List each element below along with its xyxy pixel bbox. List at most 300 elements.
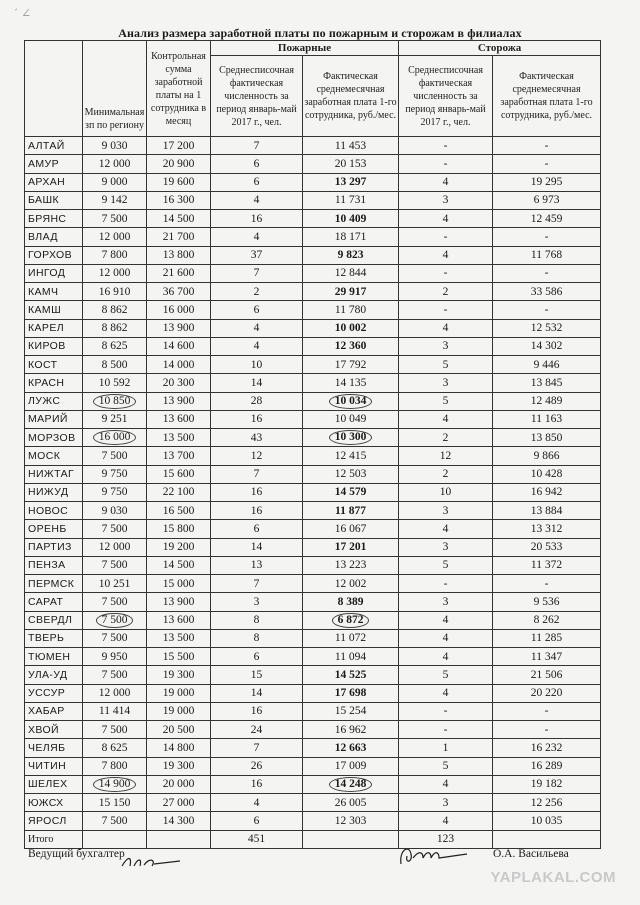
fire-headcount-cell (211, 374, 303, 392)
fire-salary-cell (303, 611, 399, 629)
guard-headcount-cell (399, 702, 493, 720)
control-sum-cell (147, 502, 211, 520)
fire-salary-cell (303, 392, 399, 410)
min-wage-cell-value: 9 251 (101, 413, 128, 426)
guard-salary-cell-value: 11 372 (530, 559, 563, 572)
control-sum-cell-value: 14 800 (162, 741, 195, 754)
branch-name-cell (25, 392, 83, 410)
fire-headcount-cell (211, 137, 303, 155)
guard-headcount-cell-value: 4 (442, 687, 449, 700)
guard-headcount-cell (399, 283, 493, 301)
guard-headcount-cell-value: - (443, 267, 448, 280)
branch-name-cell (25, 374, 83, 392)
branch-name-cell-value: КИРОВ (28, 340, 66, 353)
fire-salary-cell-value: 8 389 (337, 595, 364, 608)
control-sum-cell (147, 264, 211, 282)
totals-row (25, 830, 601, 848)
fire-headcount-cell-value: 16 (250, 413, 263, 426)
guard-headcount-cell-value: 3 (442, 194, 449, 207)
branch-name-cell-value: ГОРХОВ (28, 249, 73, 262)
min-wage-cell (83, 666, 147, 684)
branch-name-cell (25, 228, 83, 246)
guard-headcount-cell (399, 410, 493, 428)
branch-name-cell (25, 319, 83, 337)
fire-salary-cell-value: 16 962 (334, 723, 367, 736)
min-wage-cell (83, 502, 147, 520)
fire-salary-cell (303, 228, 399, 246)
control-sum-cell (147, 356, 211, 374)
totals-guard-headcount: 123 (399, 830, 493, 848)
fire-headcount-cell (211, 502, 303, 520)
scan-corner-mark: ˊ ∠ (14, 6, 32, 20)
fire-headcount-cell (211, 648, 303, 666)
table-row (25, 556, 601, 574)
guard-headcount-cell (399, 137, 493, 155)
fire-salary-cell-value: 11 731 (334, 194, 367, 207)
fire-headcount-cell-value: 14 (250, 541, 263, 554)
min-wage-cell-value: 12 000 (98, 687, 131, 700)
header-group-guard: Сторожа (399, 41, 601, 56)
guard-salary-cell (493, 629, 601, 647)
fire-salary-cell-value: 12 503 (334, 468, 367, 481)
guard-salary-cell (493, 465, 601, 483)
branch-name-cell-value: АМУР (28, 157, 60, 170)
branch-name-cell-value: УЛА-УД (28, 668, 68, 681)
control-sum-cell (147, 593, 211, 611)
fire-headcount-cell (211, 319, 303, 337)
min-wage-cell-value: 9 750 (101, 468, 128, 481)
branch-name-cell-value: ЧЕЛЯБ (28, 741, 66, 754)
table-row (25, 356, 601, 374)
control-sum-cell-value: 20 000 (162, 778, 195, 791)
fire-headcount-cell (211, 520, 303, 538)
guard-salary-cell-value: - (544, 230, 549, 243)
fire-salary-cell (303, 757, 399, 775)
fire-headcount-cell (211, 337, 303, 355)
control-sum-cell (147, 648, 211, 666)
fire-salary-cell-value: 12 002 (334, 577, 367, 590)
branch-name-cell (25, 210, 83, 228)
fire-headcount-cell-value: 8 (253, 614, 260, 627)
min-wage-cell (83, 794, 147, 812)
min-wage-cell-value: 9 950 (101, 650, 128, 663)
guard-headcount-cell-value: 3 (442, 340, 449, 353)
fire-headcount-cell-value: 7 (253, 267, 260, 280)
fire-headcount-cell-value: 26 (250, 760, 263, 773)
guard-headcount-cell-value: - (443, 303, 448, 316)
min-wage-cell-value: 9 750 (101, 486, 128, 499)
guard-salary-cell (493, 702, 601, 720)
branch-name-cell (25, 666, 83, 684)
control-sum-cell (147, 611, 211, 629)
guard-salary-cell (493, 611, 601, 629)
guard-headcount-cell (399, 575, 493, 593)
min-wage-cell-value: 10 592 (98, 376, 131, 389)
fire-salary-cell-value: 17 792 (334, 358, 367, 371)
guard-headcount-cell-value: - (443, 723, 448, 736)
fire-salary-cell-value: 10 409 (334, 212, 367, 225)
control-sum-cell (147, 210, 211, 228)
header-branch (25, 41, 83, 137)
fire-salary-cell (303, 702, 399, 720)
salary-table (24, 40, 601, 849)
guard-salary-cell-value: - (544, 705, 549, 718)
fire-salary-cell (303, 283, 399, 301)
guard-headcount-cell (399, 812, 493, 830)
branch-name-cell-value: ШЕЛЕХ (28, 778, 68, 791)
branch-name-cell (25, 429, 83, 447)
guard-headcount-cell (399, 648, 493, 666)
min-wage-cell (83, 246, 147, 264)
min-wage-cell (83, 447, 147, 465)
table-row (25, 794, 601, 812)
fire-salary-cell (303, 264, 399, 282)
branch-name-cell (25, 283, 83, 301)
guard-headcount-cell-value: 10 (439, 486, 452, 499)
min-wage-cell (83, 264, 147, 282)
min-wage-cell (83, 556, 147, 574)
control-sum-cell-value: 14 600 (162, 340, 195, 353)
guard-salary-cell-value: 6 973 (533, 194, 560, 207)
totals-label: Итого (25, 830, 83, 848)
guard-salary-cell-value: 21 506 (530, 668, 563, 681)
guard-salary-cell (493, 173, 601, 191)
guard-salary-cell (493, 538, 601, 556)
fire-salary-cell (303, 173, 399, 191)
min-wage-cell-value: 7 500 (101, 668, 128, 681)
min-wage-cell-value: 9 000 (101, 176, 128, 189)
min-wage-cell-value: 8 625 (101, 741, 128, 754)
fire-salary-cell-value: 12 844 (334, 267, 367, 280)
guard-headcount-cell (399, 684, 493, 702)
control-sum-cell (147, 374, 211, 392)
guard-salary-cell-value: 13 312 (530, 522, 563, 535)
table-row (25, 520, 601, 538)
guard-salary-cell-value: - (544, 157, 549, 170)
fire-salary-cell (303, 374, 399, 392)
branch-name-cell-value: ОРЕНБ (28, 522, 67, 535)
fire-salary-cell (303, 812, 399, 830)
control-sum-cell (147, 246, 211, 264)
control-sum-cell (147, 757, 211, 775)
guard-headcount-cell-value: 3 (442, 504, 449, 517)
fire-headcount-cell (211, 629, 303, 647)
fire-headcount-cell-value: 16 (250, 705, 263, 718)
guard-salary-cell (493, 520, 601, 538)
guard-headcount-cell (399, 483, 493, 501)
guard-salary-cell-value: 33 586 (530, 285, 563, 298)
fire-headcount-cell (211, 392, 303, 410)
fire-salary-cell (303, 191, 399, 209)
table-row (25, 246, 601, 264)
control-sum-cell-value: 20 300 (162, 376, 195, 389)
header-control-sum: Контрольная сумма заработной платы на 1 сотрудника в месяц (147, 41, 211, 137)
control-sum-cell (147, 702, 211, 720)
min-wage-cell (83, 191, 147, 209)
guard-headcount-cell-value: 5 (442, 395, 449, 408)
guard-salary-cell (493, 447, 601, 465)
min-wage-cell-value: 8 862 (101, 303, 128, 316)
min-wage-cell-value: 9 142 (101, 194, 128, 207)
fire-headcount-cell-value: 16 (250, 778, 263, 791)
fire-salary-cell (303, 465, 399, 483)
control-sum-cell-value: 15 800 (162, 522, 195, 535)
fire-salary-cell (303, 429, 399, 447)
control-sum-cell-value: 13 500 (162, 632, 195, 645)
guard-headcount-cell (399, 191, 493, 209)
fire-salary-cell (303, 246, 399, 264)
fire-salary-cell (303, 721, 399, 739)
fire-headcount-cell (211, 812, 303, 830)
fire-headcount-cell-value: 13 (250, 559, 263, 572)
guard-headcount-cell-value: 3 (442, 376, 449, 389)
fire-headcount-cell (211, 702, 303, 720)
fire-headcount-cell (211, 356, 303, 374)
guard-salary-cell (493, 228, 601, 246)
min-wage-cell (83, 684, 147, 702)
branch-name-cell-value: БАШК (28, 194, 60, 207)
min-wage-cell-value: 10 850 (93, 394, 137, 409)
fire-headcount-cell-value: 6 (253, 814, 260, 827)
fire-salary-cell (303, 794, 399, 812)
header-guard-salary: Фактическая среднемесячная заработная плата 1-го сотрудника, руб./мес. (493, 56, 601, 137)
guard-salary-cell (493, 319, 601, 337)
branch-name-cell-value: СВЕРДЛ (28, 614, 73, 627)
fire-salary-cell (303, 739, 399, 757)
guard-headcount-cell-value: 3 (442, 541, 449, 554)
min-wage-cell-value: 8 625 (101, 340, 128, 353)
control-sum-cell-value: 21 700 (162, 230, 195, 243)
fire-salary-cell-value: 9 823 (337, 249, 364, 262)
fire-headcount-cell (211, 593, 303, 611)
guard-headcount-cell (399, 721, 493, 739)
fire-salary-cell-value: 12 303 (334, 814, 367, 827)
guard-salary-cell (493, 684, 601, 702)
fire-salary-cell (303, 538, 399, 556)
fire-headcount-cell (211, 794, 303, 812)
fire-salary-cell (303, 410, 399, 428)
branch-name-cell-value: ХВОЙ (28, 723, 59, 736)
min-wage-cell-value: 11 414 (98, 705, 131, 718)
control-sum-cell-value: 14 500 (162, 212, 195, 225)
control-sum-cell-value: 13 800 (162, 249, 195, 262)
branch-name-cell (25, 246, 83, 264)
table-row (25, 502, 601, 520)
fire-headcount-cell-value: 6 (253, 522, 260, 535)
branch-name-cell-value: ЧИТИН (28, 760, 67, 773)
fire-headcount-cell-value: 15 (250, 668, 263, 681)
min-wage-cell (83, 538, 147, 556)
control-sum-cell-value: 19 000 (162, 687, 195, 700)
guard-headcount-cell (399, 374, 493, 392)
min-wage-cell (83, 137, 147, 155)
guard-headcount-cell (399, 593, 493, 611)
fire-headcount-cell (211, 228, 303, 246)
guard-headcount-cell (399, 666, 493, 684)
fire-salary-cell-value: 14 525 (334, 668, 367, 681)
branch-name-cell-value: ЛУЖС (28, 395, 61, 408)
header-group-fire: Пожарные (211, 41, 399, 56)
guard-salary-cell-value: - (544, 303, 549, 316)
branch-name-cell (25, 684, 83, 702)
branch-name-cell (25, 812, 83, 830)
fire-headcount-cell-value: 14 (250, 376, 263, 389)
min-wage-cell-value: 7 500 (101, 595, 128, 608)
guard-headcount-cell-value: 4 (442, 322, 449, 335)
fire-headcount-cell-value: 7 (253, 468, 260, 481)
control-sum-cell-value: 19 200 (162, 541, 195, 554)
guard-headcount-cell-value: 4 (442, 413, 449, 426)
fire-headcount-cell-value: 16 (250, 486, 263, 499)
min-wage-cell (83, 301, 147, 319)
min-wage-cell (83, 356, 147, 374)
guard-salary-cell-value: - (544, 577, 549, 590)
fire-salary-cell (303, 319, 399, 337)
guard-headcount-cell-value: 5 (442, 559, 449, 572)
control-sum-cell-value: 19 600 (162, 176, 195, 189)
control-sum-cell (147, 191, 211, 209)
guard-headcount-cell (399, 246, 493, 264)
guard-salary-cell-value: 10 035 (530, 814, 563, 827)
table-row (25, 593, 601, 611)
guard-headcount-cell (399, 210, 493, 228)
table-row (25, 739, 601, 757)
fire-headcount-cell (211, 666, 303, 684)
fire-headcount-cell (211, 538, 303, 556)
branch-name-cell (25, 465, 83, 483)
fire-salary-cell-value: 20 153 (334, 157, 367, 170)
control-sum-cell (147, 173, 211, 191)
control-sum-cell-value: 21 600 (162, 267, 195, 280)
table-row (25, 757, 601, 775)
branch-name-cell (25, 410, 83, 428)
fire-salary-cell (303, 356, 399, 374)
table-row (25, 812, 601, 830)
control-sum-cell (147, 447, 211, 465)
fire-salary-cell-value: 12 415 (334, 449, 367, 462)
table-row (25, 374, 601, 392)
guard-headcount-cell (399, 538, 493, 556)
control-sum-cell (147, 429, 211, 447)
table-row (25, 173, 601, 191)
fire-headcount-cell (211, 684, 303, 702)
control-sum-cell (147, 812, 211, 830)
fire-salary-cell-value: 18 171 (334, 230, 367, 243)
header-fire-headcount: Среднесписочная фактическая численность за период январь-май 2017 г., чел. (211, 56, 303, 137)
branch-name-cell (25, 611, 83, 629)
table-row (25, 337, 601, 355)
fire-headcount-cell (211, 210, 303, 228)
guard-headcount-cell-value: 4 (442, 249, 449, 262)
control-sum-cell (147, 629, 211, 647)
min-wage-cell (83, 155, 147, 173)
fire-headcount-cell (211, 465, 303, 483)
branch-name-cell (25, 575, 83, 593)
branch-name-cell-value: ИНГОД (28, 267, 66, 280)
min-wage-cell-value: 7 500 (101, 212, 128, 225)
table-row (25, 447, 601, 465)
fire-headcount-cell-value: 4 (253, 322, 260, 335)
fire-salary-cell-value: 12 360 (334, 340, 367, 353)
fire-salary-cell (303, 483, 399, 501)
guard-salary-cell (493, 191, 601, 209)
branch-name-cell-value: ПЕРМСК (28, 577, 75, 590)
fire-headcount-cell (211, 775, 303, 793)
min-wage-cell-value: 14 900 (93, 777, 137, 792)
control-sum-cell-value: 15 000 (162, 577, 195, 590)
fire-salary-cell-value: 11 072 (334, 632, 367, 645)
control-sum-cell-value: 19 300 (162, 668, 195, 681)
control-sum-cell-value: 14 300 (162, 814, 195, 827)
guard-salary-cell-value: 11 768 (530, 249, 563, 262)
control-sum-cell-value: 27 000 (162, 796, 195, 809)
guard-salary-cell-value: 11 163 (530, 413, 563, 426)
fire-salary-cell (303, 210, 399, 228)
control-sum-cell (147, 465, 211, 483)
branch-name-cell (25, 629, 83, 647)
control-sum-cell (147, 283, 211, 301)
fire-headcount-cell-value: 12 (250, 449, 263, 462)
guard-salary-cell-value: 19 182 (530, 778, 563, 791)
fire-headcount-cell (211, 410, 303, 428)
branch-name-cell-value: ЯРОСЛ (28, 814, 67, 827)
guard-salary-cell-value: 19 295 (530, 176, 563, 189)
fire-headcount-cell-value: 14 (250, 687, 263, 700)
guard-salary-cell-value: 13 850 (530, 431, 563, 444)
fire-headcount-cell-value: 7 (253, 741, 260, 754)
guard-salary-cell (493, 356, 601, 374)
fire-headcount-cell (211, 246, 303, 264)
fire-salary-cell (303, 556, 399, 574)
guard-headcount-cell (399, 465, 493, 483)
branch-name-cell (25, 556, 83, 574)
guard-salary-cell (493, 593, 601, 611)
guard-headcount-cell-value: 5 (442, 668, 449, 681)
control-sum-cell-value: 14 500 (162, 559, 195, 572)
fire-headcount-cell (211, 155, 303, 173)
fire-salary-cell-value: 14 248 (329, 777, 373, 792)
totals-empty-1 (83, 830, 147, 848)
guard-headcount-cell (399, 556, 493, 574)
guard-salary-cell-value: 11 347 (530, 650, 563, 663)
table-row (25, 429, 601, 447)
table-row (25, 210, 601, 228)
control-sum-cell-value: 13 700 (162, 449, 195, 462)
totals-empty-4 (493, 830, 601, 848)
guard-headcount-cell-value: - (443, 577, 448, 590)
branch-name-cell-value: КАРЕЛ (28, 322, 65, 335)
watermark: YAPLAKAL.COM (490, 869, 616, 886)
fire-headcount-cell (211, 264, 303, 282)
control-sum-cell (147, 392, 211, 410)
fire-headcount-cell (211, 739, 303, 757)
fire-headcount-cell-value: 4 (253, 194, 260, 207)
fire-salary-cell-value: 16 067 (334, 522, 367, 535)
guard-headcount-cell (399, 520, 493, 538)
table-row (25, 684, 601, 702)
branch-name-cell-value: МОСК (28, 449, 61, 462)
control-sum-cell-value: 13 900 (162, 595, 195, 608)
guard-headcount-cell (399, 155, 493, 173)
branch-name-cell (25, 739, 83, 757)
fire-headcount-cell-value: 8 (253, 632, 260, 645)
guard-salary-cell (493, 812, 601, 830)
control-sum-cell (147, 666, 211, 684)
min-wage-cell (83, 374, 147, 392)
table-row (25, 775, 601, 793)
guard-headcount-cell (399, 301, 493, 319)
branch-name-cell (25, 483, 83, 501)
